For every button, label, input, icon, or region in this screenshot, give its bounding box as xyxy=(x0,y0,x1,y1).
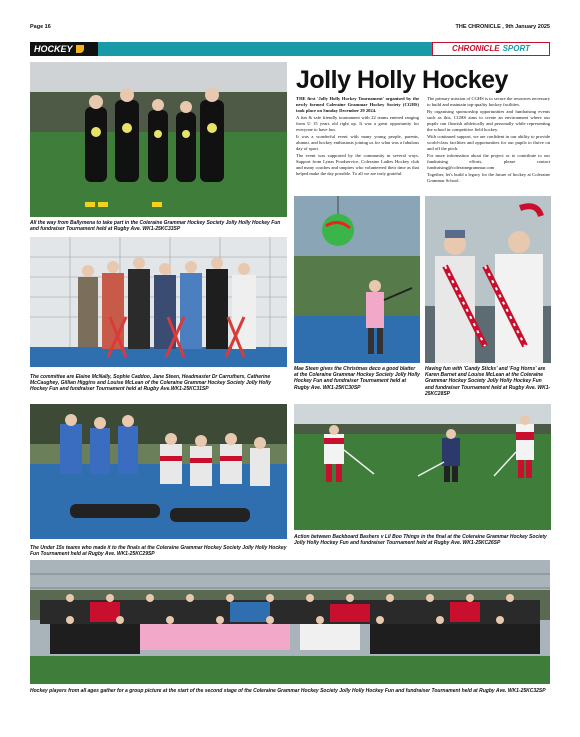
brand-sport: SPORT xyxy=(502,44,530,53)
article-paragraph: For more information about the project or to contribute to our fundraising efforts, please contact fundraising@colerainegrammar.com xyxy=(427,153,550,170)
caption-under-15s: The Under 15s teams who made it to the finals at the Coleraine Grammar Hockey Society Jolly Holly Hockey Fun Tournament held at Rugby Ave. WK1-25KC29SP xyxy=(30,545,287,558)
article-column-1 xyxy=(296,96,419,178)
caption-ballymena: All the way from Ballymena to take part in the Coleraine Grammar Hockey Society Jolly Holly Hockey Fun and fundraiser Tournament held at Rugby Ave. WK1-25KC33SP xyxy=(30,220,281,233)
issue-date: THE CHRONICLE , 9th January 2025 xyxy=(455,24,550,30)
photo-committee xyxy=(30,237,287,367)
caption-mae-steen: Mae Steen gives the Christmas deco a good blatter at the Coleraine Grammar Hockey Society Jolly Holly Hockey Fun and fundraiser Tournament held at Rugby Ave. WK1-25KC30SP xyxy=(294,366,420,391)
article-paragraph: The event was supported by the community in several ways. Support from Lynas Foodservice, Coleraine Ladies Hockey club and many coaches and umpires who volunteered their time as that helped make the day possible. To all we are truly grateful. xyxy=(296,153,419,176)
photo-under-15s xyxy=(30,404,287,539)
section-label: HOCKEY xyxy=(34,44,73,54)
article-column-2 xyxy=(427,96,550,185)
photo-group-picture xyxy=(30,560,550,684)
article-lead: THE first 'Jolly Holly Hockey Tournament' organised by the newly formed Coleraine Grammar Hockey Society (CGHS) took place on Sunday December 29 2024. xyxy=(296,96,419,113)
photo-action-final xyxy=(294,404,551,530)
article-paragraph: With continued support, we are confident in our ability to provide world-class facilities and opportunities for our pupils to thrive on and off the pitch. xyxy=(427,134,550,151)
section-tag xyxy=(30,42,98,56)
photo-candy-sticks xyxy=(425,196,551,363)
caption-action-final: Action between Backboard Bashers v Lil Boo Things in the final at the Coleraine Grammar Hockey Society Jolly Holly Hockey Fun and fundraiser Tournament held at Rugby Ave. WK1-25KC26SP xyxy=(294,534,547,547)
article-paragraph: Together, let's build a legacy for the future of hockey at Coleraine Grammar School. xyxy=(427,172,550,183)
photo-ballymena-team xyxy=(30,62,287,217)
hockey-stick-icon xyxy=(76,45,84,53)
caption-committee: The committee are Elaine McNally, Sophie Caddoo, Jane Steen, Headmaster Dr Carruthers, Catherine McCaughey, Gillian Higgins and Louise McLean of the Coleraine Grammar Hockey Society Jolly Holly Hockey Fun and fundraiser Tournament held at Rugby Ave.WK1-25KC31SP xyxy=(30,374,271,393)
caption-candy-sticks: Having fun with 'Candy Sticks' and 'Fog Horns' are Karen Barnet and Louise McLean at the Coleraine Grammar Hockey Society Jolly Holly Hockey Fun and fundraiser Tournament held at Rugby Ave. WK1-25KC28SP xyxy=(425,366,551,397)
article-paragraph: It was a wonderful event with many young people, parents, alumni, and hockey enthusiasts joining us for what was a fabulous day of sport. xyxy=(296,134,419,151)
article-paragraph: A fun & safe friendly tournament with 22 teams entered ranging from U 15 years old right up. It was a great opportunity for everyone to have fun. xyxy=(296,115,419,132)
page-number: Page 16 xyxy=(30,24,51,30)
article-paragraph: The primary mission of CGHS is to secure the resources necessary to build and maintain top-quality hockey facilities. xyxy=(427,96,550,107)
caption-group-picture: Hockey players from all ages gather for a group picture at the start of the second stage of the Coleraine Grammar Hockey Society Jolly Holly Hockey Fun and fundraiser Tournament held at Rugby Ave. WK1-25KC32SP xyxy=(30,688,546,694)
article-paragraph: By organising sponsorship opportunities and fundraising events such as this, CGHS aims to create an environment where our pupils can flourish athletically and personally while representing the school in competitive field hockey. xyxy=(427,109,550,132)
headline: Jolly Holly Hockey xyxy=(296,66,508,94)
brand-name: CHRONICLE xyxy=(452,44,500,53)
brand-logo xyxy=(432,42,550,56)
photo-mae-steen xyxy=(294,196,420,363)
